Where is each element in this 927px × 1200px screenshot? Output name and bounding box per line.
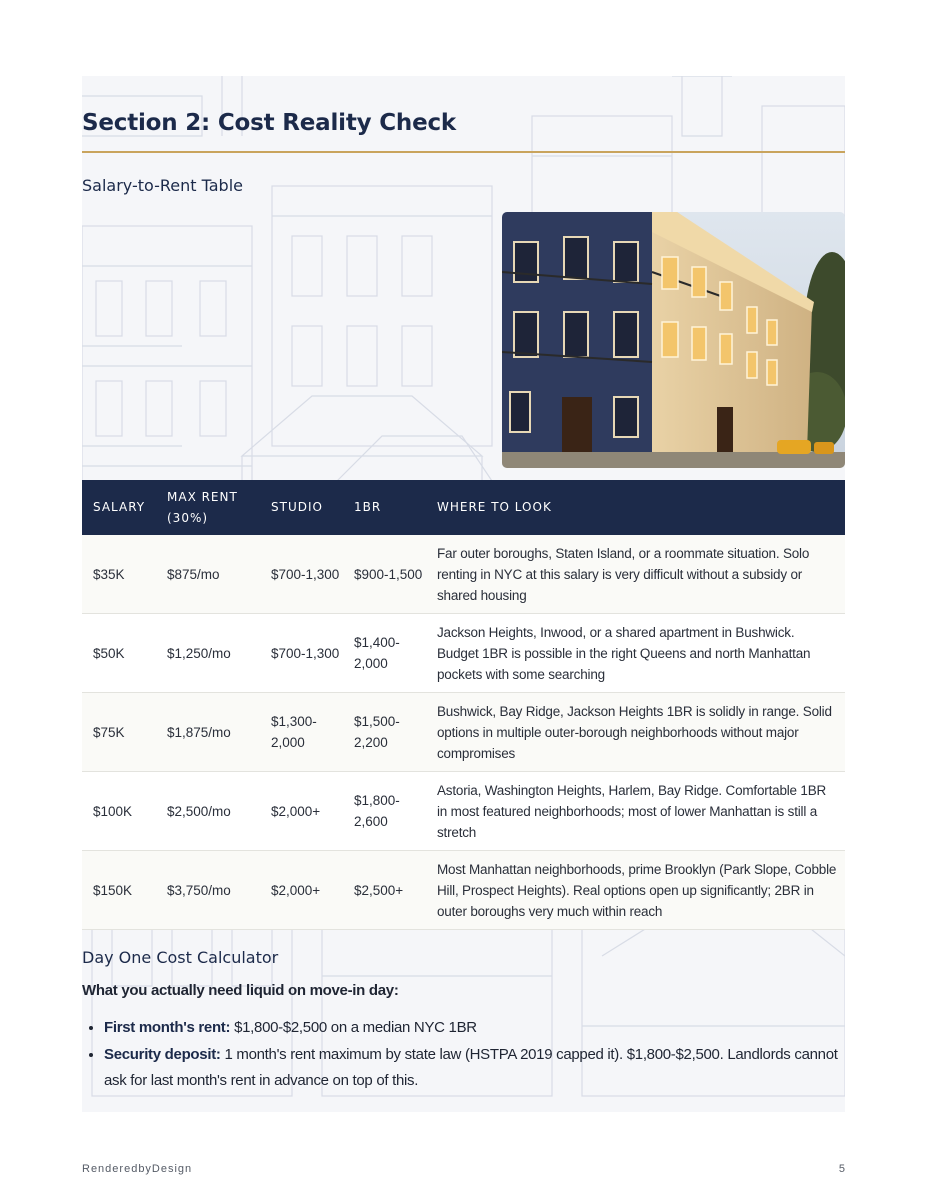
col-header-max-rent: MAX RENT (30%) <box>156 480 260 535</box>
cell-salary: $100K <box>82 772 156 851</box>
table-heading: Salary-to-Rent Table <box>82 176 243 195</box>
page-number: 5 <box>838 1163 845 1175</box>
cell-max-rent: $3,750/mo <box>156 851 260 930</box>
list-item <box>104 1015 844 1041</box>
cell-studio: $2,000+ <box>260 772 343 851</box>
col-header-studio: STUDIO <box>260 480 343 535</box>
col-header-salary: SALARY <box>82 480 156 535</box>
cell-where-to-look: Astoria, Washington Heights, Harlem, Bay Ridge. Comfortable 1BR in most featured neighborhoods; most of lower Manhattan is still a stretch <box>426 772 845 851</box>
cell-where-to-look: Jackson Heights, Inwood, or a shared apartment in Bushwick. Budget 1BR is possible in the right Queens and north Manhattan pockets with some searching <box>426 614 845 693</box>
title-divider <box>82 151 845 153</box>
cell-salary: $150K <box>82 851 156 930</box>
col-header-where-to-look: WHERE TO LOOK <box>426 480 845 535</box>
cell-where-to-look: Most Manhattan neighborhoods, prime Brooklyn (Park Slope, Cobble Hill, Prospect Heights). Real options open up significantly; 2BR in outer boroughs very much within reach <box>426 851 845 930</box>
cell-salary: $50K <box>82 614 156 693</box>
cost-text: 1 month's rent maximum by state law (HSTPA 2019 capped it). $1,800-$2,500. Landlords cannot ask for last month's rent in advance on top of this. <box>104 1046 838 1089</box>
cell-1br: $1,800-2,600 <box>343 772 426 851</box>
cell-studio: $2,000+ <box>260 851 343 930</box>
cell-max-rent: $875/mo <box>156 535 260 614</box>
col-header-1br: 1BR <box>343 480 426 535</box>
cost-label: First month's rent: <box>104 1019 231 1036</box>
calculator-lead: What you actually need liquid on move-in day: <box>82 982 399 999</box>
cell-studio: $700-1,300 <box>260 535 343 614</box>
cell-salary: $35K <box>82 535 156 614</box>
building-photo <box>502 212 845 468</box>
section-title: Section 2: Cost Reality Check <box>82 110 457 136</box>
cost-text: $1,800-$2,500 on a median NYC 1BR <box>234 1019 477 1036</box>
cell-1br: $1,500-2,200 <box>343 693 426 772</box>
cell-max-rent: $2,500/mo <box>156 772 260 851</box>
cell-max-rent: $1,250/mo <box>156 614 260 693</box>
cell-where-to-look: Bushwick, Bay Ridge, Jackson Heights 1BR is solidly in range. Solid options in multiple outer-borough neighborhoods without major compromises <box>426 693 845 772</box>
table-row <box>82 772 845 851</box>
cell-1br: $2,500+ <box>343 851 426 930</box>
list-item <box>104 1042 844 1094</box>
cell-where-to-look: Far outer boroughs, Staten Island, or a roommate situation. Solo renting in NYC at this salary is very difficult without a subsidy or shared housing <box>426 535 845 614</box>
cell-1br: $900-1,500 <box>343 535 426 614</box>
cell-studio: $700-1,300 <box>260 614 343 693</box>
cell-studio: $1,300-2,000 <box>260 693 343 772</box>
salary-to-rent-table <box>82 480 845 930</box>
calculator-heading: Day One Cost Calculator <box>82 948 279 967</box>
table-row <box>82 693 845 772</box>
cost-label: Security deposit: <box>104 1046 221 1063</box>
table-row <box>82 851 845 930</box>
table-row <box>82 614 845 693</box>
footer-brand: RenderedbyDesign <box>82 1163 193 1175</box>
cell-salary: $75K <box>82 693 156 772</box>
cell-1br: $1,400-2,000 <box>343 614 426 693</box>
cell-max-rent: $1,875/mo <box>156 693 260 772</box>
move-in-cost-list <box>82 1015 844 1095</box>
table-row <box>82 535 845 614</box>
table-header-row <box>82 480 845 535</box>
